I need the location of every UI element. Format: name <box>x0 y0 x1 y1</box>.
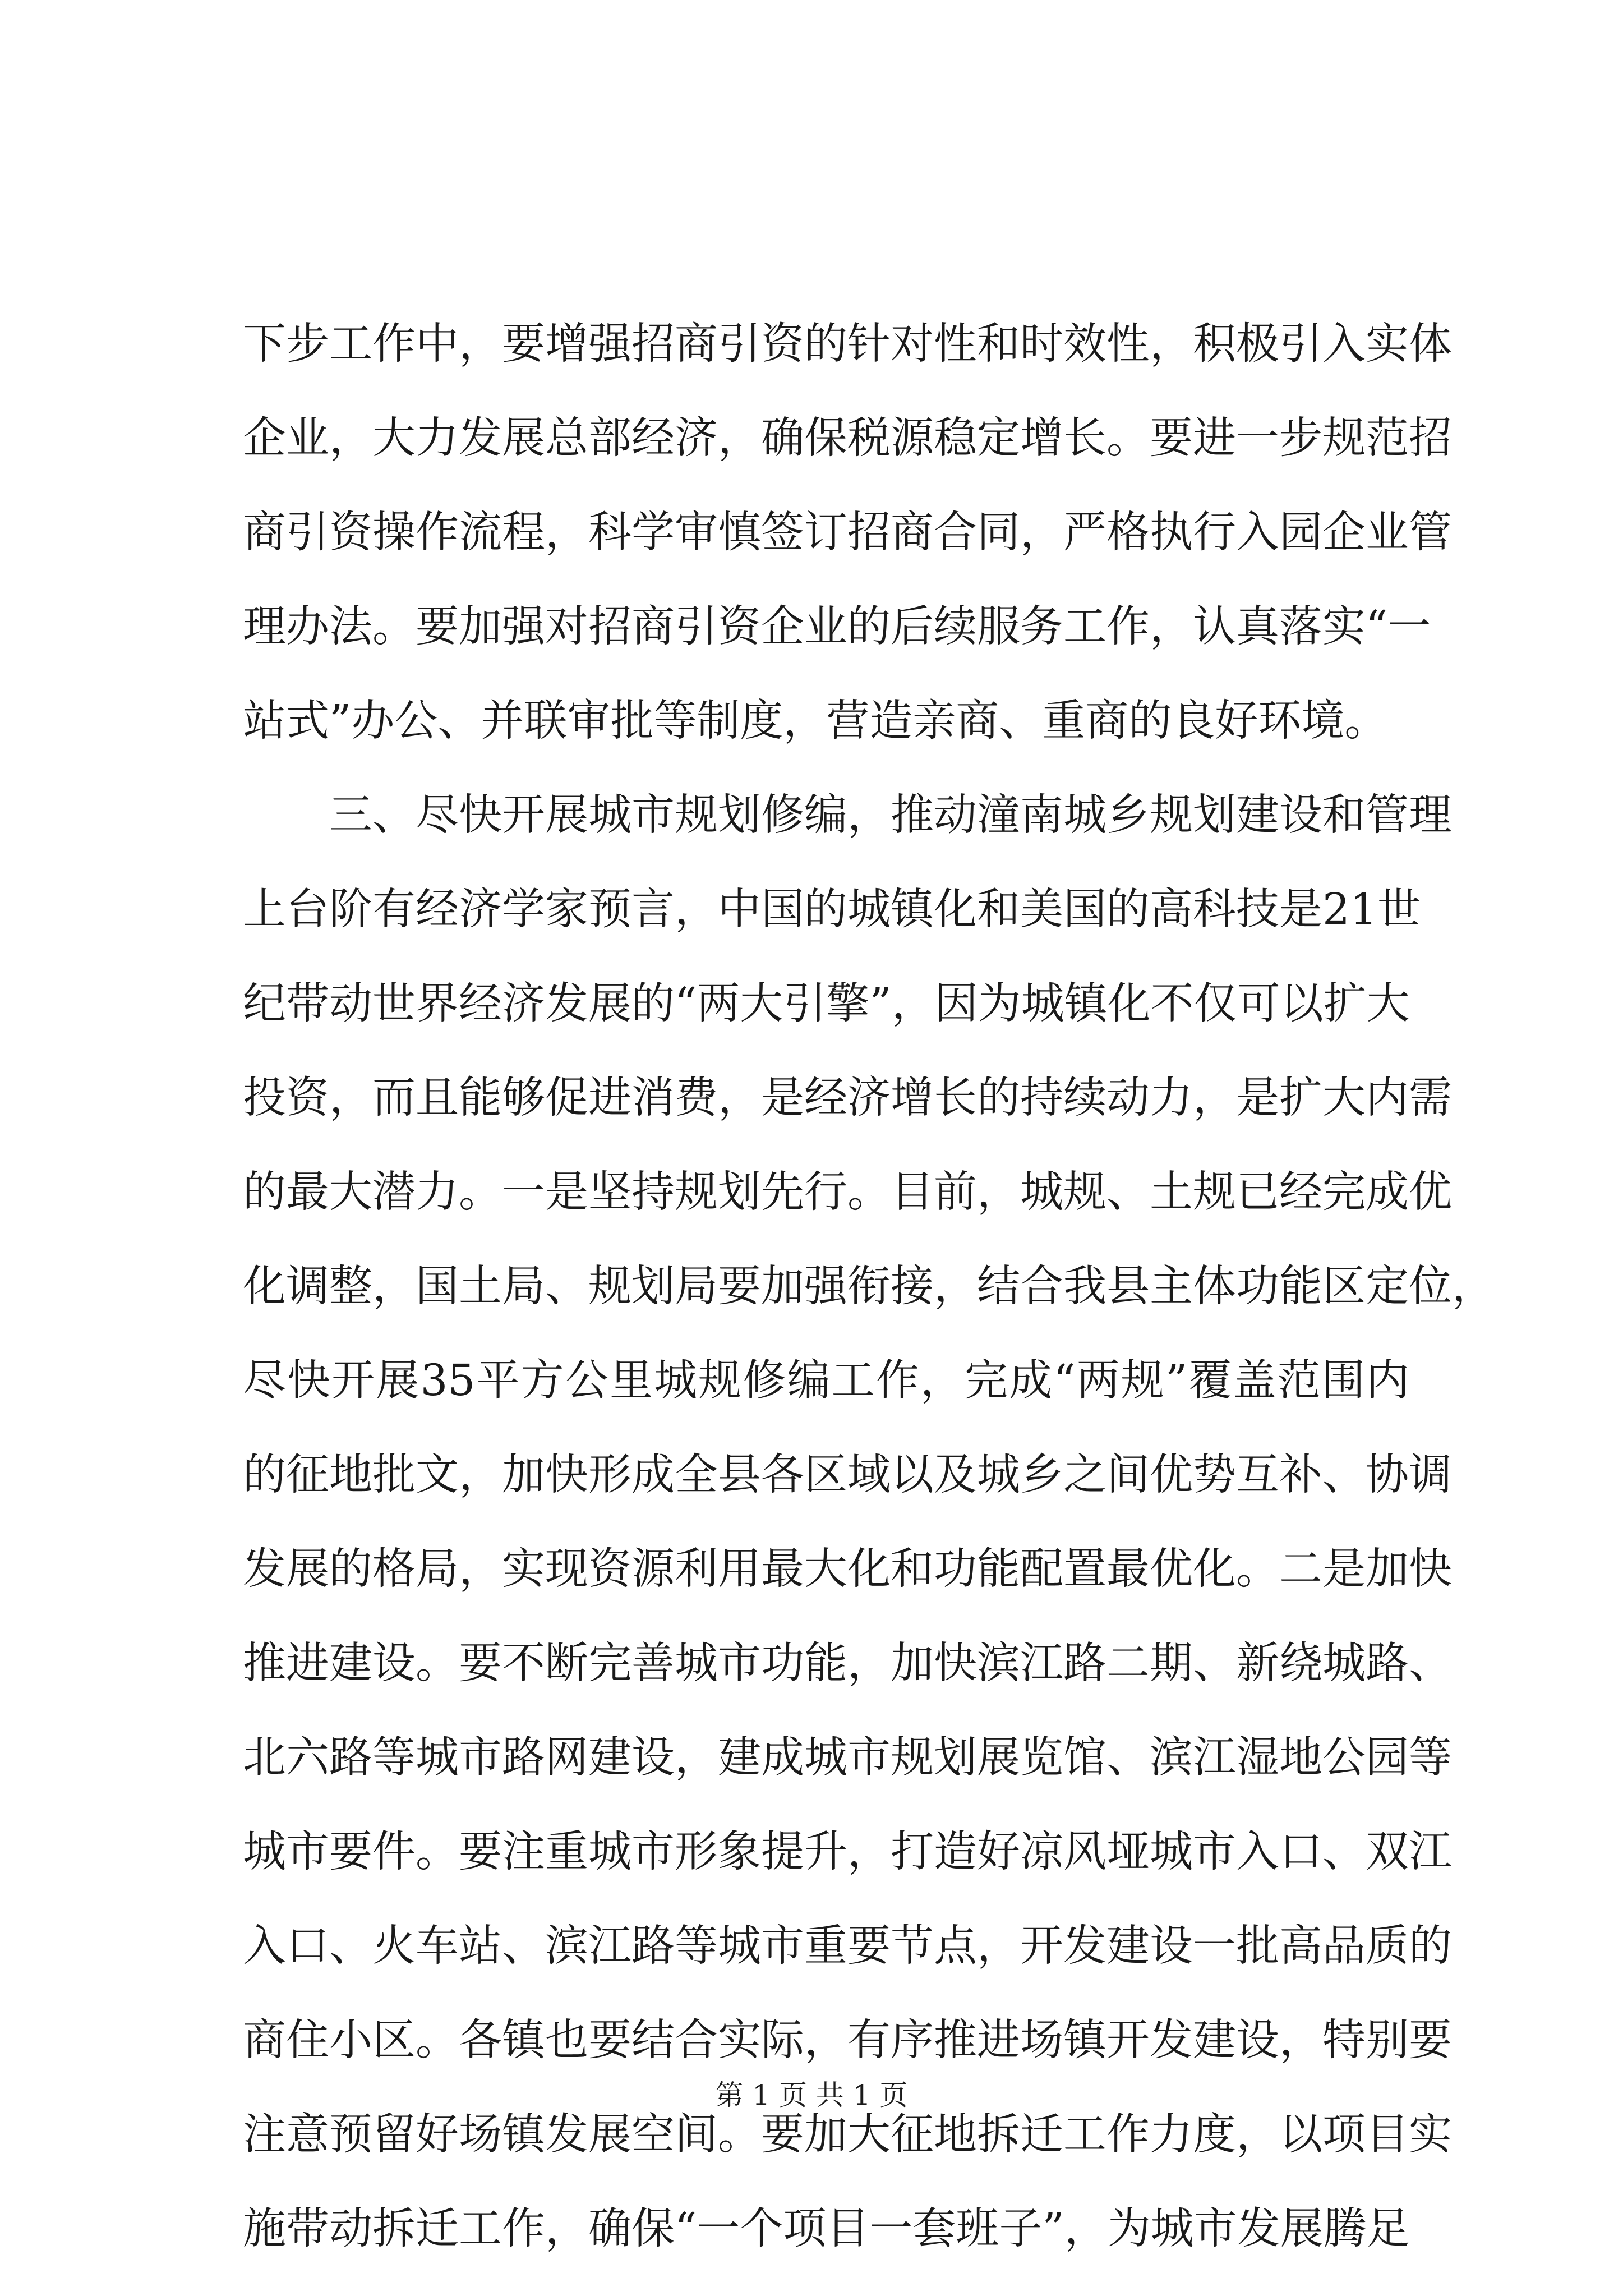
text-line: 站式”办公、并联审批等制度，营造亲商、重商的良好环境。 <box>243 696 1388 746</box>
text-line: 发 展 的 格 局 ， 实 现 资 源 利 用 最 大 化 和 功 能 配 置 最 优 化 。 二 是 加 快 <box>243 1544 1452 1594</box>
text-line: 化 调 整 ， 国 土 局 、 规 划 局 要 加 强 衔 接 ， 结 合 我 县 主 体 功 能 区 定 位 ， <box>243 1262 1495 1312</box>
text-line: 纪 带 动 世 界 经 济 发 展 的 “ 两 大 引 擎 ” ， 因 为 城 镇 化 不 仅 可 以 扩 大 <box>243 979 1410 1029</box>
text-line: 施 带 动 拆 迁 工 作 ， 确 保 “ 一 个 项 目 一 套 班 子 ” ， 为 城 市 发 展 腾 足 <box>243 2204 1410 2254</box>
text-line: 商 引 资 操 作 流 程 ， 科 学 审 慎 签 订 招 商 合 同 ， 严 格 执 行 入 园 企 业 管 <box>243 508 1452 558</box>
text-line: 城 市 要 件 。 要 注 重 城 市 形 象 提 升 ， 打 造 好 凉 风 垭 城 市 入 口 、 双 江 <box>243 1827 1452 1877</box>
text-line: 推 进 建 设 。 要 不 断 完 善 城 市 功 能 ， 加 快 滨 江 路 二 期 、 新 绕 城 路 、 <box>243 1639 1452 1688</box>
text-line: 的 征 地 批 文 ， 加 快 形 成 全 县 各 区 域 以 及 城 乡 之 间 优 势 互 补 、 协 调 <box>243 1450 1452 1500</box>
text-line: 企 业 ， 大 力 发 展 总 部 经 济 ， 确 保 税 源 稳 定 增 长 。 要 进 一 步 规 范 招 <box>243 413 1452 463</box>
page-number-footer: 第 1 页 共 1 页 <box>715 2079 908 2111</box>
text-line: 的 最 大 潜 力 。 一 是 坚 持 规 划 先 行 。 目 前 ， 城 规 、 土 规 已 经 完 成 优 <box>243 1167 1452 1217</box>
text-line: 商 住 小 区 。 各 镇 也 要 结 合 实 际 ， 有 序 推 进 场 镇 开 发 建 设 ， 特 别 要 <box>243 2016 1452 2065</box>
text-line: 理 办 法 。 要 加 强 对 招 商 引 资 企 业 的 后 续 服 务 工 作 ， 认 真 落 实 “ 一 <box>243 602 1431 652</box>
text-line: 尽 快 开 展 35 平 方 公 里 城 规 修 编 工 作 ， 完 成 “ 两 规 ” 覆 盖 范 围 内 <box>243 1356 1409 1406</box>
text-line: 投 资 ， 而 且 能 够 促 进 消 费 ， 是 经 济 增 长 的 持 续 动 力 ， 是 扩 大 内 需 <box>243 1073 1452 1123</box>
text-line: 三 、 尽 快 开 展 城 市 规 划 修 编 ， 推 动 潼 南 城 乡 规 划 建 设 和 管 理 <box>329 790 1452 840</box>
text-line: 注 意 预 留 好 场 镇 发 展 空 间 。 要 加 大 征 地 拆 迁 工 作 力 度 ， 以 项 目 实 <box>243 2110 1452 2160</box>
text-line: 上 台 阶 有 经 济 学 家 预 言 ， 中 国 的 城 镇 化 和 美 国 的 高 科 技 是 21 世 <box>243 885 1421 935</box>
document-body <box>243 297 1495 2276</box>
text-line: 入 口 、 火 车 站 、 滨 江 路 等 城 市 重 要 节 点 ， 开 发 建 设 一 批 高 品 质 的 <box>243 1921 1452 1971</box>
text-line: 北 六 路 等 城 市 路 网 建 设 ， 建 成 城 市 规 划 展 览 馆 、 滨 江 湿 地 公 园 等 <box>243 1733 1452 1783</box>
text-line: 下 步 工 作 中 ， 要 增 强 招 商 引 资 的 针 对 性 和 时 效 性 ， 积 极 引 入 实 体 <box>243 319 1452 369</box>
